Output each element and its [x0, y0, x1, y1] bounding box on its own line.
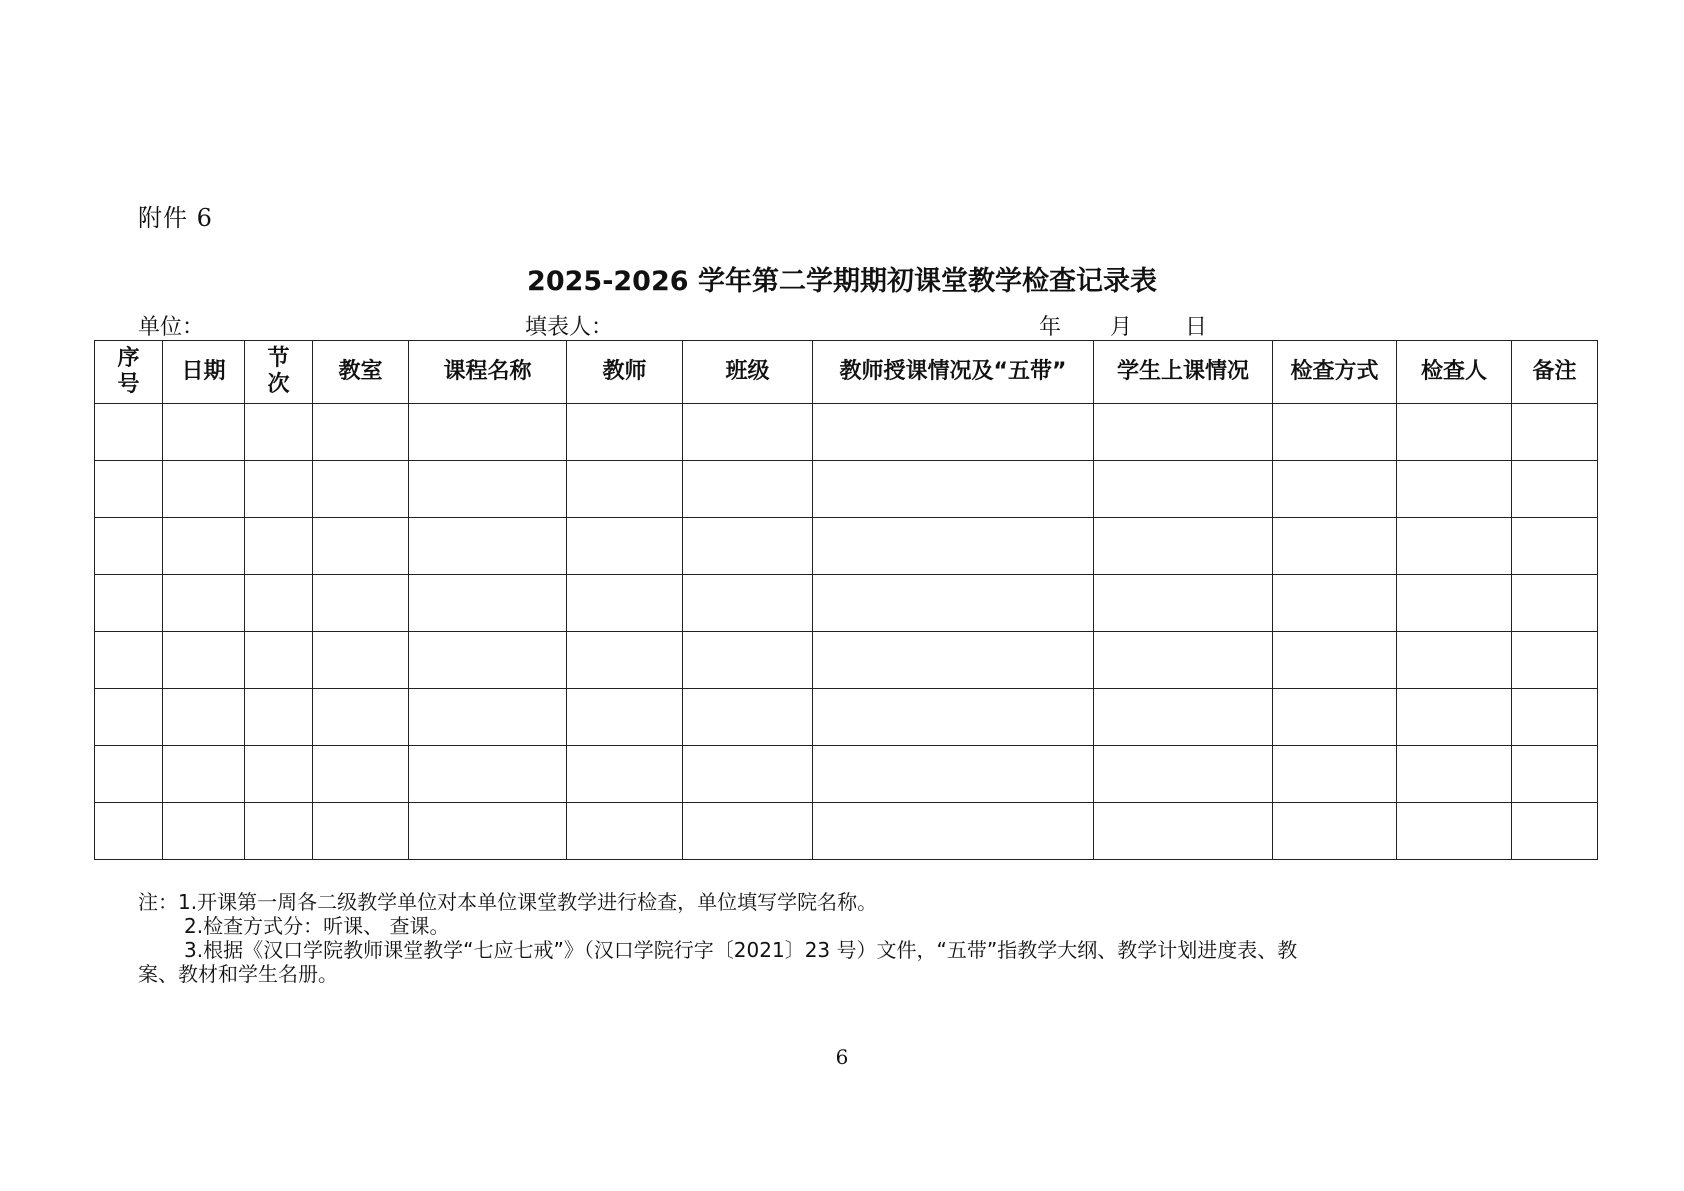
table-cell[interactable] — [813, 518, 1094, 575]
table-body — [95, 404, 1598, 860]
header-teaching-status: 教师授课情况及“五带” — [813, 341, 1094, 404]
table-cell[interactable] — [1397, 803, 1512, 860]
form-meta-row — [0, 310, 1684, 340]
table-cell[interactable] — [409, 689, 567, 746]
table-cell[interactable] — [409, 746, 567, 803]
note-line-2: 2.检查方式分：听课、 查课。 — [184, 914, 450, 938]
table-cell[interactable] — [409, 632, 567, 689]
table-cell[interactable] — [1512, 803, 1598, 860]
table-cell[interactable] — [409, 461, 567, 518]
table-cell[interactable] — [1512, 689, 1598, 746]
table-cell[interactable] — [1273, 803, 1397, 860]
note-line-4: 案、教材和学生名册。 — [138, 962, 338, 986]
table-cell[interactable] — [683, 689, 813, 746]
table-cell[interactable] — [683, 575, 813, 632]
table-cell[interactable] — [567, 632, 683, 689]
table-cell[interactable] — [163, 746, 245, 803]
table-cell[interactable] — [163, 404, 245, 461]
table-cell[interactable] — [1094, 632, 1273, 689]
header-remarks: 备注 — [1512, 341, 1598, 404]
table-cell[interactable] — [813, 632, 1094, 689]
table-cell[interactable] — [1273, 518, 1397, 575]
table-cell[interactable] — [313, 689, 409, 746]
table-cell[interactable] — [95, 803, 163, 860]
table-cell[interactable] — [1512, 518, 1598, 575]
table-row — [95, 803, 1598, 860]
table-cell[interactable] — [567, 461, 683, 518]
table-cell[interactable] — [95, 461, 163, 518]
table-cell[interactable] — [1273, 746, 1397, 803]
table-cell[interactable] — [1094, 689, 1273, 746]
table-cell[interactable] — [313, 575, 409, 632]
table-cell[interactable] — [245, 803, 313, 860]
table-cell[interactable] — [95, 518, 163, 575]
table-row — [95, 632, 1598, 689]
table-row — [95, 746, 1598, 803]
table-cell[interactable] — [313, 746, 409, 803]
table-cell[interactable] — [163, 632, 245, 689]
table-cell[interactable] — [1094, 461, 1273, 518]
table-cell[interactable] — [245, 518, 313, 575]
table-cell[interactable] — [245, 632, 313, 689]
table-cell[interactable] — [313, 632, 409, 689]
header-seq: 序 号 — [95, 341, 163, 404]
attachment-label: 附件 6 — [138, 204, 213, 232]
table-cell[interactable] — [813, 404, 1094, 461]
table-cell[interactable] — [1273, 461, 1397, 518]
table-cell[interactable] — [813, 689, 1094, 746]
table-row — [95, 575, 1598, 632]
document-title: 2025-2026 学年第二学期期初课堂教学检查记录表 — [527, 266, 1157, 297]
table-cell[interactable] — [163, 575, 245, 632]
table-cell[interactable] — [683, 632, 813, 689]
filler-label: 填表人： — [525, 315, 614, 340]
table-cell[interactable] — [1094, 575, 1273, 632]
table-cell[interactable] — [1397, 689, 1512, 746]
table-cell[interactable] — [683, 461, 813, 518]
table-cell[interactable] — [1094, 746, 1273, 803]
header-inspector: 检查人 — [1397, 341, 1512, 404]
day-label: 日 — [1185, 315, 1208, 340]
table-cell[interactable] — [95, 689, 163, 746]
table-cell[interactable] — [313, 461, 409, 518]
table-cell[interactable] — [1512, 461, 1598, 518]
table-row — [95, 461, 1598, 518]
table-cell[interactable] — [313, 803, 409, 860]
table-row — [95, 404, 1598, 461]
table-cell[interactable] — [683, 518, 813, 575]
table-cell[interactable] — [1397, 746, 1512, 803]
table-cell[interactable] — [163, 803, 245, 860]
table-row — [95, 689, 1598, 746]
table-cell[interactable] — [683, 404, 813, 461]
page-number: 6 — [835, 1045, 849, 1069]
table-cell[interactable] — [95, 575, 163, 632]
table-cell[interactable] — [95, 632, 163, 689]
table-cell[interactable] — [245, 404, 313, 461]
table-cell[interactable] — [1273, 404, 1397, 461]
table-cell[interactable] — [567, 803, 683, 860]
month-label: 月 — [1110, 315, 1133, 340]
header-inspection-method: 检查方式 — [1273, 341, 1397, 404]
header-class: 班级 — [683, 341, 813, 404]
header-period: 节 次 — [245, 341, 313, 404]
table-cell[interactable] — [567, 575, 683, 632]
table-cell[interactable] — [813, 803, 1094, 860]
table-cell[interactable] — [567, 746, 683, 803]
table-cell[interactable] — [813, 575, 1094, 632]
table-cell[interactable] — [813, 461, 1094, 518]
table-cell[interactable] — [1397, 632, 1512, 689]
year-label: 年 — [1039, 315, 1062, 340]
table-cell[interactable] — [245, 461, 313, 518]
table-cell[interactable] — [409, 518, 567, 575]
table-cell[interactable] — [1397, 461, 1512, 518]
table-cell[interactable] — [245, 575, 313, 632]
header-classroom: 教室 — [313, 341, 409, 404]
table-cell[interactable] — [313, 518, 409, 575]
table-row — [95, 518, 1598, 575]
table-cell[interactable] — [245, 689, 313, 746]
note-line-3: 3.根据《汉口学院教师课堂教学“七应七戒”》（汉口学院行字〔2021〕23 号）文件，“五带”指教学大纲、教学计划进度表、教 — [184, 938, 1298, 962]
table-cell[interactable] — [163, 518, 245, 575]
table-cell[interactable] — [813, 746, 1094, 803]
table-cell[interactable] — [409, 803, 567, 860]
table-cell[interactable] — [567, 689, 683, 746]
table-cell[interactable] — [313, 404, 409, 461]
table-cell[interactable] — [1512, 575, 1598, 632]
header-date: 日期 — [163, 341, 245, 404]
table-cell[interactable] — [163, 689, 245, 746]
table-cell[interactable] — [1397, 518, 1512, 575]
table-cell[interactable] — [1397, 575, 1512, 632]
header-course-name: 课程名称 — [409, 341, 567, 404]
table-cell[interactable] — [1397, 404, 1512, 461]
table-header-row — [95, 341, 1598, 404]
table-cell[interactable] — [1512, 632, 1598, 689]
header-student-status: 学生上课情况 — [1094, 341, 1273, 404]
table-cell[interactable] — [567, 404, 683, 461]
table-cell[interactable] — [683, 803, 813, 860]
table-cell[interactable] — [1273, 575, 1397, 632]
table-cell[interactable] — [1094, 404, 1273, 461]
table-cell[interactable] — [683, 746, 813, 803]
table-cell[interactable] — [1094, 518, 1273, 575]
table-cell[interactable] — [567, 518, 683, 575]
table-cell[interactable] — [409, 404, 567, 461]
table-cell[interactable] — [95, 404, 163, 461]
note-line-1: 注：1.开课第一周各二级教学单位对本单位课堂教学进行检查，单位填写学院名称。 — [138, 890, 878, 914]
unit-label: 单位： — [138, 315, 205, 340]
table-cell[interactable] — [95, 746, 163, 803]
table-cell[interactable] — [1512, 404, 1598, 461]
table-cell[interactable] — [1094, 803, 1273, 860]
table-cell[interactable] — [1512, 746, 1598, 803]
header-teacher: 教师 — [567, 341, 683, 404]
inspection-record-table — [94, 340, 1598, 860]
table-cell[interactable] — [409, 575, 567, 632]
notes — [138, 890, 1578, 986]
table-cell[interactable] — [1273, 689, 1397, 746]
table-cell[interactable] — [245, 746, 313, 803]
table-cell[interactable] — [1273, 632, 1397, 689]
table-cell[interactable] — [163, 461, 245, 518]
